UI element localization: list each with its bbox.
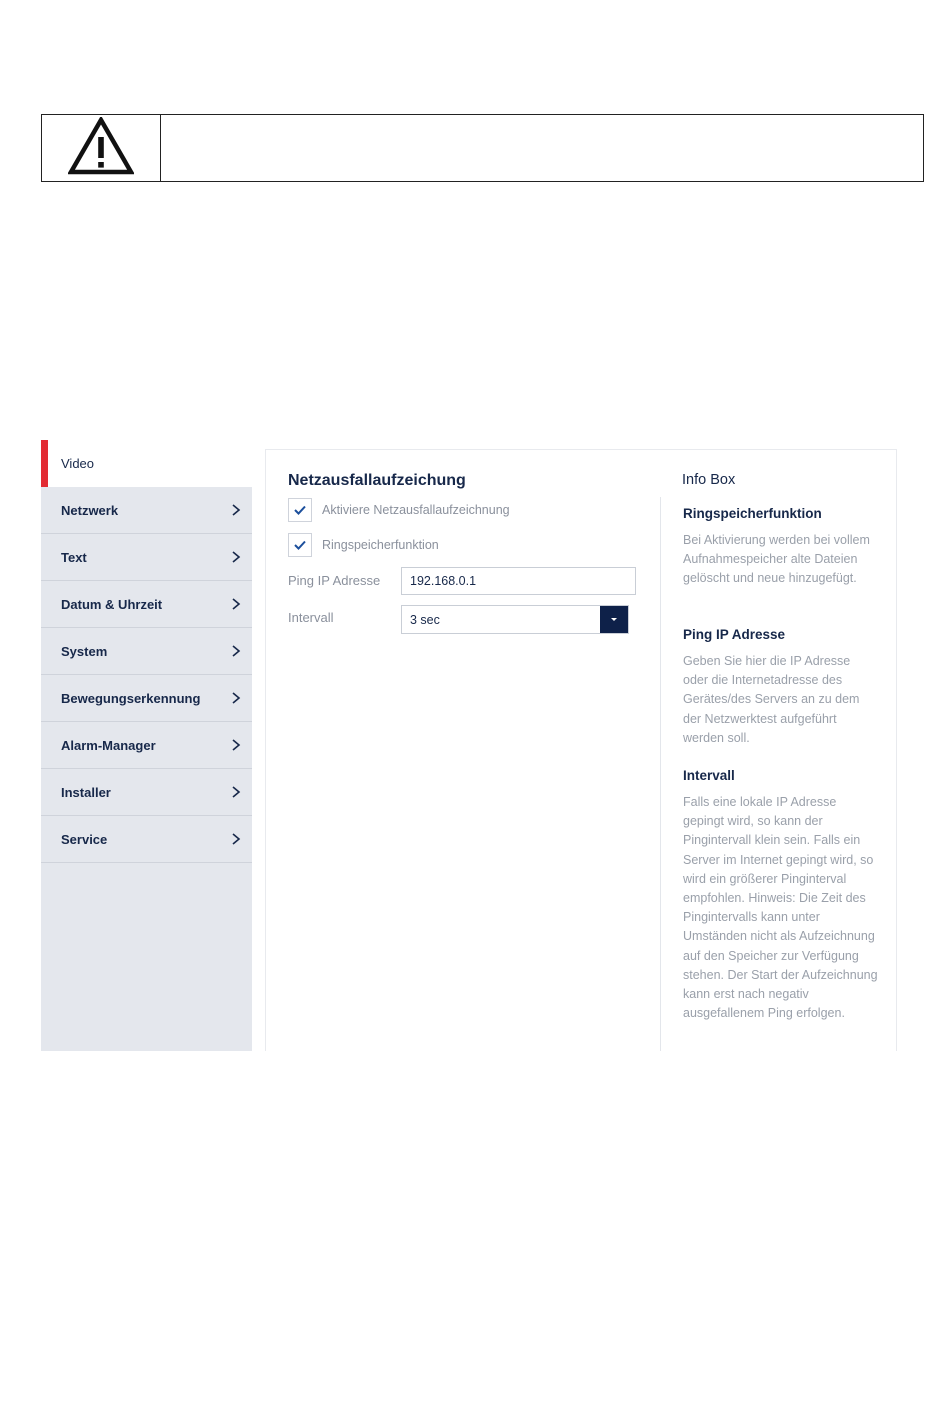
info-text-intervall: Falls eine lokale IP Adresse gepingt wird, so kann der Pingintervall klein sein. Falls ein Server im Internet gepingt wird, so wird ein größerer Pinginterval empfohlen. Hinweis: Die Zeit des Pingintervalls kann unter Umständen nicht als Aufzeichnung auf den Speicher zur Verfügung stehen. Der Start der Aufzeichnung kann erst nach negativ ausgefallenem Ping erfolgen. (683, 795, 878, 1021)
interval-value: 3 sec (410, 612, 440, 627)
checkmark-icon (293, 539, 307, 551)
warning-triangle-icon (68, 117, 134, 180)
info-heading-intervall: Intervall (683, 768, 735, 783)
chevron-right-icon (230, 832, 242, 846)
checkbox-label: Aktiviere Netzausfallaufzeichnung (322, 503, 510, 517)
sidebar-item-system[interactable] (41, 628, 252, 675)
ping-ip-value: 192.168.0.1 (410, 574, 477, 588)
sidebar-item-installer[interactable] (41, 769, 252, 816)
netzausfall-checkbox[interactable] (288, 498, 312, 522)
caret-down-icon (610, 617, 618, 622)
sidebar-item-label: Netzwerk (61, 502, 119, 518)
sidebar-item-text[interactable] (41, 534, 252, 581)
info-box-title: Info Box (682, 472, 736, 488)
sidebar-item-datum-uhrzeit[interactable] (41, 581, 252, 628)
chevron-right-icon (230, 785, 242, 799)
interval-label: Intervall (288, 610, 334, 625)
sidebar-item-label: Video (61, 456, 95, 471)
info-heading-ringspeicher: Ringspeicherfunktion (683, 506, 822, 521)
dropdown-button[interactable] (600, 606, 628, 633)
info-text-ping: Geben Sie hier die IP Adresse oder die Internetadresse des Gerätes/des Servers an zu dem der Netzwerktest aufgeführt werden soll. (683, 654, 860, 745)
warning-icon-cell (42, 115, 161, 181)
chevron-right-icon (230, 597, 242, 611)
sidebar-item-label: System (61, 643, 108, 659)
sidebar-item-label: Bewegungserkennung (61, 690, 201, 706)
sidebar-item-alarm-manager[interactable] (41, 722, 252, 769)
warning-box (41, 114, 924, 182)
chevron-right-icon (230, 550, 242, 564)
interval-select[interactable] (401, 605, 629, 634)
chevron-right-icon (230, 738, 242, 752)
ping-ip-label: Ping IP Adresse (288, 573, 381, 588)
checkmark-icon (293, 504, 307, 516)
sidebar (41, 440, 252, 1051)
sidebar-item-label: Text (61, 549, 87, 565)
sidebar-item-video[interactable] (41, 440, 252, 487)
ringspeicher-checkbox[interactable] (288, 533, 312, 557)
warning-text (161, 115, 923, 181)
page-title: Netzausfallaufzeichung (288, 472, 466, 489)
sidebar-item-label: Datum & Uhrzeit (61, 596, 163, 612)
chevron-right-icon (230, 691, 242, 705)
sidebar-item-label: Installer (61, 784, 111, 800)
sidebar-item-netzwerk[interactable] (41, 487, 252, 534)
info-text-ringspeicher: Bei Aktivierung werden bei vollem Aufnahmespeicher alte Dateien gelöscht und neue hinzugefügt. (683, 533, 870, 586)
ping-ip-input[interactable] (401, 567, 636, 595)
chevron-right-icon (230, 503, 242, 517)
sidebar-item-label: Alarm-Manager (61, 737, 156, 753)
chevron-right-icon (230, 644, 242, 658)
sidebar-item-service[interactable] (41, 816, 252, 863)
checkbox-label: Ringspeicherfunktion (322, 538, 439, 552)
info-heading-ping: Ping IP Adresse (683, 627, 786, 642)
sidebar-item-bewegungserkennung[interactable] (41, 675, 252, 722)
checkbox-row-netzausfall (288, 498, 510, 522)
sidebar-item-label: Service (61, 831, 108, 847)
checkbox-row-ringspeicher (288, 533, 439, 557)
panel-divider (660, 497, 661, 1051)
